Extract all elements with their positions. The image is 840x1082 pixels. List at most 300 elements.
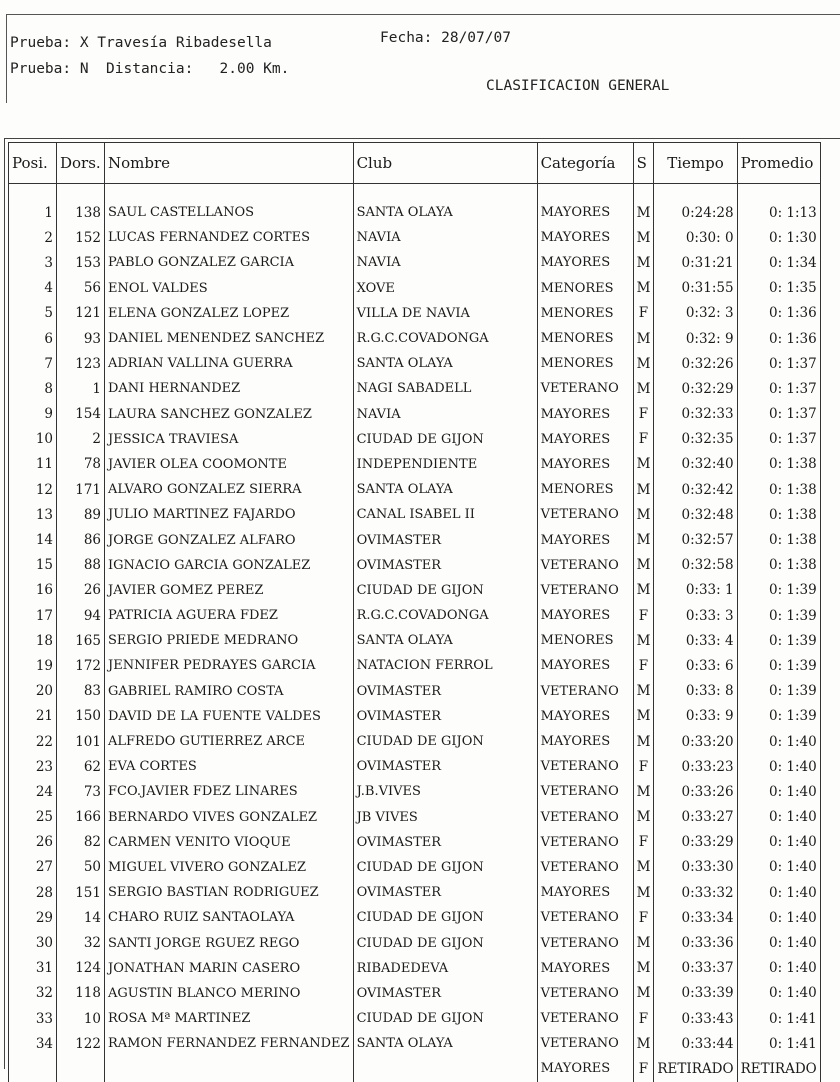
cell-promedio: 0: 1:35 xyxy=(737,276,820,301)
cell-posicion: 15 xyxy=(9,553,57,578)
table-row xyxy=(9,276,821,301)
table-row xyxy=(9,628,821,653)
cell-promedio: 0: 1:38 xyxy=(737,527,820,552)
col-header-categoria: Categoría xyxy=(537,143,633,184)
cell-dorsal: 32 xyxy=(57,930,105,955)
cell-dorsal: 154 xyxy=(57,402,105,427)
cell-tiempo: 0:33:39 xyxy=(654,981,737,1006)
cell-nombre: MIGUEL VIVERO GONZALEZ xyxy=(105,855,354,880)
cell-dorsal: 50 xyxy=(57,855,105,880)
cell-categoria: VETERANO xyxy=(537,981,633,1006)
cell-nombre: BERNARDO VIVES GONZALEZ xyxy=(105,805,354,830)
cell-sexo: M xyxy=(633,628,654,653)
cell-dorsal: 73 xyxy=(57,779,105,804)
cell-promedio: 0: 1:36 xyxy=(737,301,820,326)
cell-dorsal: 153 xyxy=(57,250,105,275)
cell-sexo: F xyxy=(633,301,654,326)
cell-categoria: MAYORES xyxy=(537,225,633,250)
table-row xyxy=(9,880,821,905)
cell-promedio: 0: 1:39 xyxy=(737,603,820,628)
table-row xyxy=(9,679,821,704)
cell-categoria: MAYORES xyxy=(537,956,633,981)
cell-nombre: LUCAS FERNANDEZ CORTES xyxy=(105,225,354,250)
cell-nombre: ENOL VALDES xyxy=(105,276,354,301)
cell-club: RIBADEDEVA xyxy=(353,956,537,981)
cell-posicion: 26 xyxy=(9,830,57,855)
cell-categoria: VETERANO xyxy=(537,905,633,930)
cell-nombre: ALVARO GONZALEZ SIERRA xyxy=(105,477,354,502)
cell-promedio: 0: 1:41 xyxy=(737,1006,820,1031)
cell-posicion: 10 xyxy=(9,427,57,452)
table-row xyxy=(9,653,821,678)
cell-dorsal: 26 xyxy=(57,578,105,603)
cell-tiempo: 0:33:23 xyxy=(654,754,737,779)
cell-dorsal: 122 xyxy=(57,1031,105,1056)
cell-posicion: 16 xyxy=(9,578,57,603)
cell-categoria: VETERANO xyxy=(537,679,633,704)
cell-posicion: 18 xyxy=(9,628,57,653)
cell-tiempo: 0:32:42 xyxy=(654,477,737,502)
table-row xyxy=(9,905,821,930)
cell-club: SANTA OLAYA xyxy=(353,200,537,225)
cell-nombre: RAMON FERNANDEZ FERNANDEZ xyxy=(105,1031,354,1056)
cell-club: XOVE xyxy=(353,276,537,301)
cell-dorsal: 151 xyxy=(57,880,105,905)
col-header-sexo: S xyxy=(633,143,654,184)
cell-promedio: RETIRADO xyxy=(737,1056,820,1081)
cell-posicion: 7 xyxy=(9,351,57,376)
cell-dorsal: 83 xyxy=(57,679,105,704)
cell-nombre: ELENA GONZALEZ LOPEZ xyxy=(105,301,354,326)
cell-tiempo: 0:32:58 xyxy=(654,553,737,578)
cell-club: OVIMASTER xyxy=(353,527,537,552)
cell-categoria: VETERANO xyxy=(537,502,633,527)
cell-dorsal: 14 xyxy=(57,905,105,930)
cell-promedio: 0: 1:38 xyxy=(737,553,820,578)
cell-nombre: DANIEL MENENDEZ SANCHEZ xyxy=(105,326,354,351)
cell-dorsal: 172 xyxy=(57,653,105,678)
cell-nombre: ADRIAN VALLINA GUERRA xyxy=(105,351,354,376)
cell-tiempo: 0:31:21 xyxy=(654,250,737,275)
table-row xyxy=(9,578,821,603)
cell-club: NAVIA xyxy=(353,250,537,275)
cell-dorsal: 138 xyxy=(57,200,105,225)
cell-categoria: MAYORES xyxy=(537,200,633,225)
cell-categoria: VETERANO xyxy=(537,779,633,804)
cell-sexo: M xyxy=(633,376,654,401)
cell-tiempo: 0:31:55 xyxy=(654,276,737,301)
cell-posicion: 27 xyxy=(9,855,57,880)
cell-tiempo: 0:32:26 xyxy=(654,351,737,376)
cell-promedio: 0: 1:40 xyxy=(737,754,820,779)
cell-club: R.G.C.COVADONGA xyxy=(353,603,537,628)
cell-sexo: M xyxy=(633,553,654,578)
cell-sexo: M xyxy=(633,326,654,351)
table-row xyxy=(9,553,821,578)
table-row xyxy=(9,326,821,351)
table-row xyxy=(9,1056,821,1081)
cell-dorsal: 62 xyxy=(57,754,105,779)
cell-categoria: MENORES xyxy=(537,301,633,326)
cell-club: NAVIA xyxy=(353,402,537,427)
cell-dorsal: 124 xyxy=(57,956,105,981)
cell-sexo: M xyxy=(633,351,654,376)
cell-nombre: FCO.JAVIER FDEZ LINARES xyxy=(105,779,354,804)
cell-nombre: GABRIEL RAMIRO COSTA xyxy=(105,679,354,704)
cell-categoria: VETERANO xyxy=(537,855,633,880)
cell-promedio: 0: 1:37 xyxy=(737,376,820,401)
cell-tiempo: 0:32:40 xyxy=(654,452,737,477)
table-row xyxy=(9,200,821,225)
table-row xyxy=(9,301,821,326)
cell-club: OVIMASTER xyxy=(353,553,537,578)
table-row xyxy=(9,805,821,830)
cell-tiempo: RETIRADO xyxy=(654,1056,737,1081)
cell-sexo: F xyxy=(633,653,654,678)
cell-dorsal: 82 xyxy=(57,830,105,855)
cell-club: SANTA OLAYA xyxy=(353,351,537,376)
cell-dorsal: 93 xyxy=(57,326,105,351)
cell-sexo: M xyxy=(633,729,654,754)
cell-nombre: PATRICIA AGUERA FDEZ xyxy=(105,603,354,628)
cell-tiempo: 0:30: 0 xyxy=(654,225,737,250)
cell-categoria: MAYORES xyxy=(537,452,633,477)
table-row xyxy=(9,1006,821,1031)
cell-club: OVIMASTER xyxy=(353,880,537,905)
col-header-promedio: Promedio xyxy=(737,143,820,184)
cell-nombre: EVA CORTES xyxy=(105,754,354,779)
table-row xyxy=(9,855,821,880)
cell-categoria: MENORES xyxy=(537,276,633,301)
cell-nombre: CARMEN VENITO VIOQUE xyxy=(105,830,354,855)
cell-tiempo: 0:32: 9 xyxy=(654,326,737,351)
table-row xyxy=(9,704,821,729)
cell-categoria: MAYORES xyxy=(537,527,633,552)
col-header-posicion: Posi. xyxy=(9,143,57,184)
cell-promedio: 0: 1:37 xyxy=(737,351,820,376)
cell-club: VILLA DE NAVIA xyxy=(353,301,537,326)
cell-categoria: MAYORES xyxy=(537,250,633,275)
cell-dorsal: 78 xyxy=(57,452,105,477)
cell-club: SANTA OLAYA xyxy=(353,477,537,502)
cell-categoria: VETERANO xyxy=(537,578,633,603)
cell-nombre: PABLO GONZALEZ GARCIA xyxy=(105,250,354,275)
col-header-tiempo: Tiempo xyxy=(654,143,737,184)
cell-promedio: 0: 1:40 xyxy=(737,905,820,930)
cell-tiempo: 0:33:29 xyxy=(654,830,737,855)
cell-tiempo: 0:33:44 xyxy=(654,1031,737,1056)
cell-posicion: 22 xyxy=(9,729,57,754)
cell-categoria: MENORES xyxy=(537,326,633,351)
cell-dorsal: 171 xyxy=(57,477,105,502)
cell-promedio: 0: 1:38 xyxy=(737,452,820,477)
cell-dorsal: 118 xyxy=(57,981,105,1006)
cell-nombre: JENNIFER PEDRAYES GARCIA xyxy=(105,653,354,678)
cell-categoria: MENORES xyxy=(537,628,633,653)
cell-tiempo: 0:33:36 xyxy=(654,930,737,955)
cell-posicion: 14 xyxy=(9,527,57,552)
table-header-row xyxy=(9,143,821,184)
cell-tiempo: 0:32:29 xyxy=(654,376,737,401)
cell-club: SANTA OLAYA xyxy=(353,1031,537,1056)
cell-club: OVIMASTER xyxy=(353,830,537,855)
table-row xyxy=(9,729,821,754)
cell-dorsal: 152 xyxy=(57,225,105,250)
cell-posicion: 28 xyxy=(9,880,57,905)
cell-dorsal: 88 xyxy=(57,553,105,578)
cell-sexo: M xyxy=(633,981,654,1006)
cell-posicion: 31 xyxy=(9,956,57,981)
table-row xyxy=(9,956,821,981)
cell-sexo: M xyxy=(633,225,654,250)
cell-categoria: MAYORES xyxy=(537,880,633,905)
cell-posicion: 30 xyxy=(9,930,57,955)
cell-sexo: M xyxy=(633,956,654,981)
cell-posicion: 9 xyxy=(9,402,57,427)
cell-club: CIUDAD DE GIJON xyxy=(353,578,537,603)
table-row xyxy=(9,250,821,275)
cell-categoria: MAYORES xyxy=(537,1056,633,1081)
cell-sexo: F xyxy=(633,1006,654,1031)
cell-posicion: 29 xyxy=(9,905,57,930)
cell-sexo: M xyxy=(633,704,654,729)
cell-tiempo: 0:33: 6 xyxy=(654,653,737,678)
cell-dorsal: 150 xyxy=(57,704,105,729)
cell-club: NATACION FERROL xyxy=(353,653,537,678)
cell-dorsal: 123 xyxy=(57,351,105,376)
cell-posicion: 21 xyxy=(9,704,57,729)
cell-posicion: 1 xyxy=(9,200,57,225)
cell-categoria: MAYORES xyxy=(537,402,633,427)
cell-club: NAGI SABADELL xyxy=(353,376,537,401)
cell-club: NAVIA xyxy=(353,225,537,250)
cell-nombre: SAUL CASTELLANOS xyxy=(105,200,354,225)
cell-club: CIUDAD DE GIJON xyxy=(353,905,537,930)
cell-club xyxy=(353,1056,537,1081)
cell-dorsal: 101 xyxy=(57,729,105,754)
cell-categoria: VETERANO xyxy=(537,1031,633,1056)
cell-sexo: M xyxy=(633,477,654,502)
col-header-dorsal: Dors. xyxy=(57,143,105,184)
cell-sexo: M xyxy=(633,452,654,477)
cell-nombre: JONATHAN MARIN CASERO xyxy=(105,956,354,981)
cell-promedio: 0: 1:38 xyxy=(737,502,820,527)
cell-sexo: F xyxy=(633,402,654,427)
cell-sexo: F xyxy=(633,905,654,930)
cell-categoria: MAYORES xyxy=(537,729,633,754)
cell-club: CIUDAD DE GIJON xyxy=(353,729,537,754)
cell-nombre: DAVID DE LA FUENTE VALDES xyxy=(105,704,354,729)
cell-promedio: 0: 1:40 xyxy=(737,855,820,880)
cell-sexo: M xyxy=(633,1031,654,1056)
results-table xyxy=(8,142,821,1082)
cell-promedio: 0: 1:38 xyxy=(737,477,820,502)
results-body xyxy=(9,184,821,1082)
cell-tiempo: 0:33:27 xyxy=(654,805,737,830)
table-row xyxy=(9,1031,821,1056)
table-row xyxy=(9,477,821,502)
table-row xyxy=(9,427,821,452)
cell-promedio: 0: 1:39 xyxy=(737,653,820,678)
cell-sexo: M xyxy=(633,527,654,552)
cell-club: OVIMASTER xyxy=(353,754,537,779)
cell-sexo: M xyxy=(633,502,654,527)
cell-dorsal: 89 xyxy=(57,502,105,527)
cell-club: JB VIVES xyxy=(353,805,537,830)
cell-categoria: VETERANO xyxy=(537,754,633,779)
cell-nombre: ALFREDO GUTIERREZ ARCE xyxy=(105,729,354,754)
table-row xyxy=(9,981,821,1006)
table-row xyxy=(9,502,821,527)
cell-tiempo: 0:33: 3 xyxy=(654,603,737,628)
cell-categoria: VETERANO xyxy=(537,376,633,401)
cell-nombre: IGNACIO GARCIA GONZALEZ xyxy=(105,553,354,578)
cell-nombre: JAVIER GOMEZ PEREZ xyxy=(105,578,354,603)
cell-dorsal: 56 xyxy=(57,276,105,301)
cell-promedio: 0: 1:40 xyxy=(737,779,820,804)
cell-club: CIUDAD DE GIJON xyxy=(353,1006,537,1031)
cell-categoria: VETERANO xyxy=(537,805,633,830)
cell-promedio: 0: 1:13 xyxy=(737,200,820,225)
cell-categoria: MENORES xyxy=(537,477,633,502)
table-row xyxy=(9,830,821,855)
cell-sexo: M xyxy=(633,679,654,704)
cell-tiempo: 0:32:48 xyxy=(654,502,737,527)
cell-posicion: 25 xyxy=(9,805,57,830)
cell-sexo: M xyxy=(633,250,654,275)
cell-tiempo: 0:33: 8 xyxy=(654,679,737,704)
cell-dorsal: 121 xyxy=(57,301,105,326)
table-row xyxy=(9,779,821,804)
cell-dorsal xyxy=(57,1056,105,1081)
cell-sexo: M xyxy=(633,855,654,880)
cell-sexo: M xyxy=(633,779,654,804)
table-row xyxy=(9,452,821,477)
cell-categoria: MENORES xyxy=(537,351,633,376)
cell-posicion: 33 xyxy=(9,1006,57,1031)
cell-promedio: 0: 1:39 xyxy=(737,704,820,729)
cell-dorsal: 86 xyxy=(57,527,105,552)
cell-tiempo: 0:33:20 xyxy=(654,729,737,754)
cell-sexo: M xyxy=(633,805,654,830)
cell-tiempo: 0:24:28 xyxy=(654,200,737,225)
cell-tiempo: 0:33:32 xyxy=(654,880,737,905)
cell-dorsal: 165 xyxy=(57,628,105,653)
cell-posicion: 19 xyxy=(9,653,57,678)
cell-sexo: F xyxy=(633,830,654,855)
cell-posicion: 5 xyxy=(9,301,57,326)
cell-nombre: JESSICA TRAVIESA xyxy=(105,427,354,452)
classification-title: CLASIFICACION GENERAL xyxy=(486,78,670,94)
cell-promedio: 0: 1:36 xyxy=(737,326,820,351)
cell-tiempo: 0:32:57 xyxy=(654,527,737,552)
table-row xyxy=(9,225,821,250)
cell-tiempo: 0:33: 1 xyxy=(654,578,737,603)
cell-club: J.B.VIVES xyxy=(353,779,537,804)
cell-categoria: VETERANO xyxy=(537,1006,633,1031)
cell-categoria: MAYORES xyxy=(537,603,633,628)
cell-sexo: F xyxy=(633,603,654,628)
table-row xyxy=(9,527,821,552)
cell-promedio: 0: 1:40 xyxy=(737,830,820,855)
cell-club: SANTA OLAYA xyxy=(353,628,537,653)
cell-promedio: 0: 1:40 xyxy=(737,880,820,905)
cell-nombre: SANTI JORGE RGUEZ REGO xyxy=(105,930,354,955)
cell-nombre: SERGIO PRIEDE MEDRANO xyxy=(105,628,354,653)
cell-promedio: 0: 1:39 xyxy=(737,628,820,653)
cell-posicion: 2 xyxy=(9,225,57,250)
cell-posicion: 24 xyxy=(9,779,57,804)
cell-promedio: 0: 1:39 xyxy=(737,679,820,704)
cell-club: OVIMASTER xyxy=(353,981,537,1006)
cell-categoria: VETERANO xyxy=(537,830,633,855)
cell-categoria: MAYORES xyxy=(537,704,633,729)
cell-club: OVIMASTER xyxy=(353,704,537,729)
table-row xyxy=(9,402,821,427)
cell-tiempo: 0:33:26 xyxy=(654,779,737,804)
cell-club: INDEPENDIENTE xyxy=(353,452,537,477)
cell-sexo: F xyxy=(633,754,654,779)
cell-sexo: M xyxy=(633,200,654,225)
cell-posicion: 17 xyxy=(9,603,57,628)
cell-club: R.G.C.COVADONGA xyxy=(353,326,537,351)
cell-dorsal: 10 xyxy=(57,1006,105,1031)
col-header-club: Club xyxy=(353,143,537,184)
cell-promedio: 0: 1:40 xyxy=(737,729,820,754)
cell-club: CANAL ISABEL II xyxy=(353,502,537,527)
cell-sexo: M xyxy=(633,880,654,905)
race-name: Prueba: X Travesía Ribadesella xyxy=(10,35,272,51)
cell-promedio: 0: 1:40 xyxy=(737,930,820,955)
cell-promedio: 0: 1:37 xyxy=(737,402,820,427)
cell-categoria: MAYORES xyxy=(537,653,633,678)
cell-posicion: 23 xyxy=(9,754,57,779)
cell-club: OVIMASTER xyxy=(353,679,537,704)
header-frame xyxy=(6,14,840,103)
cell-sexo: M xyxy=(633,930,654,955)
cell-nombre: CHARO RUIZ SANTAOLAYA xyxy=(105,905,354,930)
cell-nombre: ROSA Mª MARTINEZ xyxy=(105,1006,354,1031)
cell-nombre: AGUSTIN BLANCO MERINO xyxy=(105,981,354,1006)
table-row xyxy=(9,376,821,401)
cell-promedio: 0: 1:30 xyxy=(737,225,820,250)
cell-sexo: F xyxy=(633,427,654,452)
cell-posicion: 4 xyxy=(9,276,57,301)
spacer-row xyxy=(9,184,821,201)
cell-posicion: 6 xyxy=(9,326,57,351)
cell-posicion: 3 xyxy=(9,250,57,275)
cell-nombre: JAVIER OLEA COOMONTE xyxy=(105,452,354,477)
cell-posicion: 8 xyxy=(9,376,57,401)
race-date: Fecha: 28/07/07 xyxy=(380,30,511,46)
cell-dorsal: 166 xyxy=(57,805,105,830)
cell-club: CIUDAD DE GIJON xyxy=(353,930,537,955)
cell-categoria: MAYORES xyxy=(537,427,633,452)
table-row xyxy=(9,351,821,376)
cell-promedio: 0: 1:40 xyxy=(737,805,820,830)
cell-posicion: 12 xyxy=(9,477,57,502)
cell-dorsal: 1 xyxy=(57,376,105,401)
cell-nombre xyxy=(105,1056,354,1081)
cell-tiempo: 0:33: 4 xyxy=(654,628,737,653)
cell-promedio: 0: 1:41 xyxy=(737,1031,820,1056)
cell-promedio: 0: 1:40 xyxy=(737,956,820,981)
cell-posicion: 32 xyxy=(9,981,57,1006)
cell-posicion: 34 xyxy=(9,1031,57,1056)
cell-tiempo: 0:33:34 xyxy=(654,905,737,930)
cell-sexo: M xyxy=(633,578,654,603)
cell-categoria: VETERANO xyxy=(537,553,633,578)
